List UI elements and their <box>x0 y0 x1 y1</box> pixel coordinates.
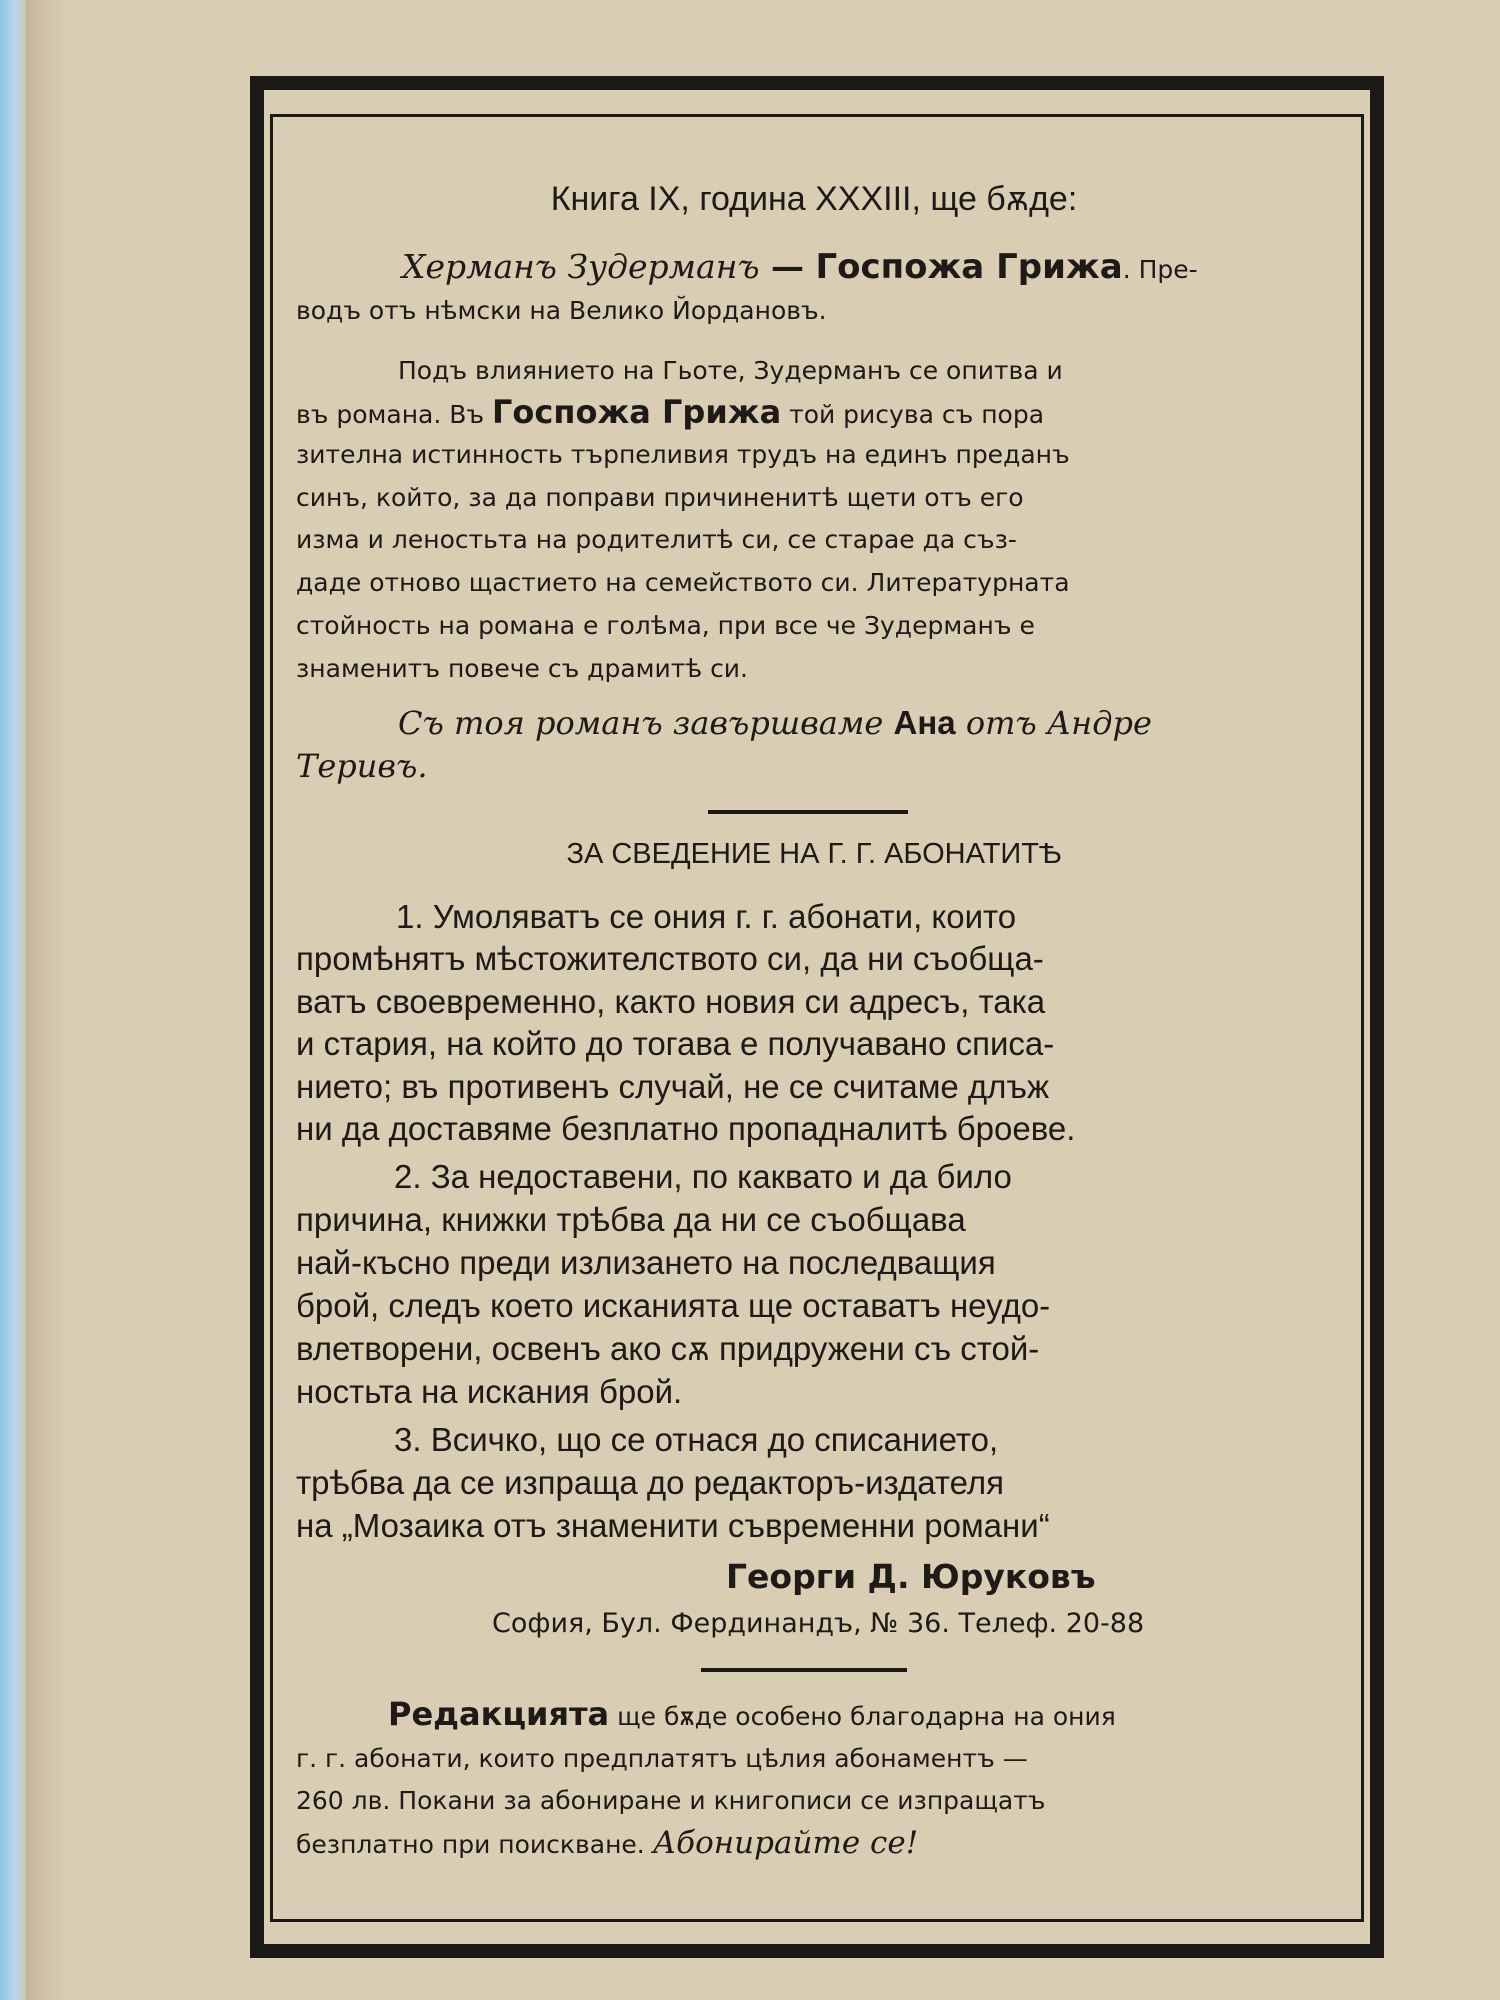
editorial-line-4 <box>296 1825 919 1861</box>
item3-line-1: 3. Всичко, що се отнася до списанието, <box>394 1421 999 1458</box>
item2-line-5: влетворени, освенъ ако сѫ придружени съ стой- <box>296 1330 1040 1367</box>
desc-line-2-start: въ романа. Въ <box>296 400 493 429</box>
editorial-line-1 <box>388 1695 1116 1733</box>
item1-line-2: промѣнятъ мѣстожителството си, да ни съобща- <box>296 940 1044 977</box>
item2-line-2: причина, книжки трѣбва да ни се съобщава <box>296 1201 966 1238</box>
translation-line: водъ отъ нѣмски на Велико Йордановъ. <box>296 296 827 325</box>
announcement-heading: Книга IX, година XXXIII, ще бѫде: <box>550 180 1078 218</box>
desc-line-5: изма и леностьта на родителитѣ си, се старае да съз- <box>296 525 1017 554</box>
editor-name: Георги Д. Юруковъ <box>726 1557 1096 1596</box>
desc-line-8: знаменитъ повече съ драмитѣ си. <box>296 654 749 683</box>
divider-rule-2 <box>701 1668 907 1672</box>
editorial-line-3: 260 лв. Покани за абониране и книгописи се изпращатъ <box>296 1786 1046 1815</box>
desc-line-6: даде отново щастието на семейството си. Литературната <box>296 568 1070 597</box>
closing-book-name: Ана <box>893 704 956 741</box>
desc-line-4: синъ, който, за да поправи причиненитѣ щети отъ его <box>296 483 1024 512</box>
closing-text-end: отъ Андре <box>955 704 1152 742</box>
item1-line-3: ватъ своевременно, както новия си адресъ, така <box>296 983 1046 1020</box>
author-name: Херманъ Зудерманъ <box>402 247 760 286</box>
blue-edge <box>0 0 26 2000</box>
closing-line <box>398 704 1152 742</box>
desc-book-title: Госпожа Грижа <box>492 393 782 431</box>
translation-start: . Пре- <box>1122 255 1198 284</box>
item3-line-2: трѣбва да се изпраща до редакторъ-издателя <box>296 1464 1004 1501</box>
divider-rule-1 <box>708 810 908 814</box>
desc-line-2 <box>296 393 1045 431</box>
closing-author-line: Теривъ. <box>296 747 428 785</box>
editorial-lead: Редакцията <box>388 1695 610 1733</box>
editorial-line-2: г. г. абонати, които предплатятъ цѣлия абонаментъ — <box>296 1744 1028 1773</box>
book-title-line <box>402 247 1198 287</box>
item1-line-6: ни да доставяме безплатно пропадналитѣ броеве. <box>296 1110 1076 1147</box>
item2-line-4: брой, следъ което исканията ще оставатъ неудо- <box>296 1287 1051 1324</box>
editor-address: София, Бул. Фердинандъ, № 36. Телеф. 20-88 <box>492 1608 1145 1639</box>
desc-line-2-end: той рисува съ пора <box>781 400 1045 429</box>
item2-line-3: най-късно преди излизането на последващия <box>296 1244 996 1281</box>
item1-line-1: 1. Умоляватъ се ония г. г. абонати, които <box>396 898 1017 935</box>
page-gutter-shadow <box>26 0 66 2000</box>
editorial-line-1-text: ще бѫде особено благодарна на ония <box>609 1702 1116 1731</box>
item1-line-4: и стария, на който до тогава е получавано списа- <box>296 1025 1055 1062</box>
item1-line-5: нието; въ противенъ случай, не се считаме длъж <box>296 1068 1050 1105</box>
subscribe-call: Абонирайте се! <box>652 1825 919 1861</box>
desc-line-1: Подъ влиянието на Гьоте, Зудерманъ се опитва и <box>398 356 1063 385</box>
item2-line-6: ностьта на искания брой. <box>296 1373 683 1410</box>
item2-line-1: 2. За недоставени, по каквато и да било <box>394 1158 1012 1195</box>
item3-line-3: на „Мозаика отъ знаменити съвременни романи“ <box>296 1507 1050 1544</box>
desc-line-3: зителна истинность търпеливия трудъ на единъ преданъ <box>296 440 1070 469</box>
book-title: Госпожа Грижа <box>815 247 1123 287</box>
title-dash: — <box>759 247 816 286</box>
closing-text-start: Съ тоя романъ завършваме <box>398 704 894 742</box>
notice-heading: ЗА СВЕДЕНИЕ НА Г. Г. АБОНАТИТѢ <box>566 838 1062 870</box>
desc-line-7: стойность на романа е голѣма, при все че Зудерманъ е <box>296 611 1035 640</box>
editorial-line-4-text: безплатно при поискване. <box>296 1830 653 1859</box>
